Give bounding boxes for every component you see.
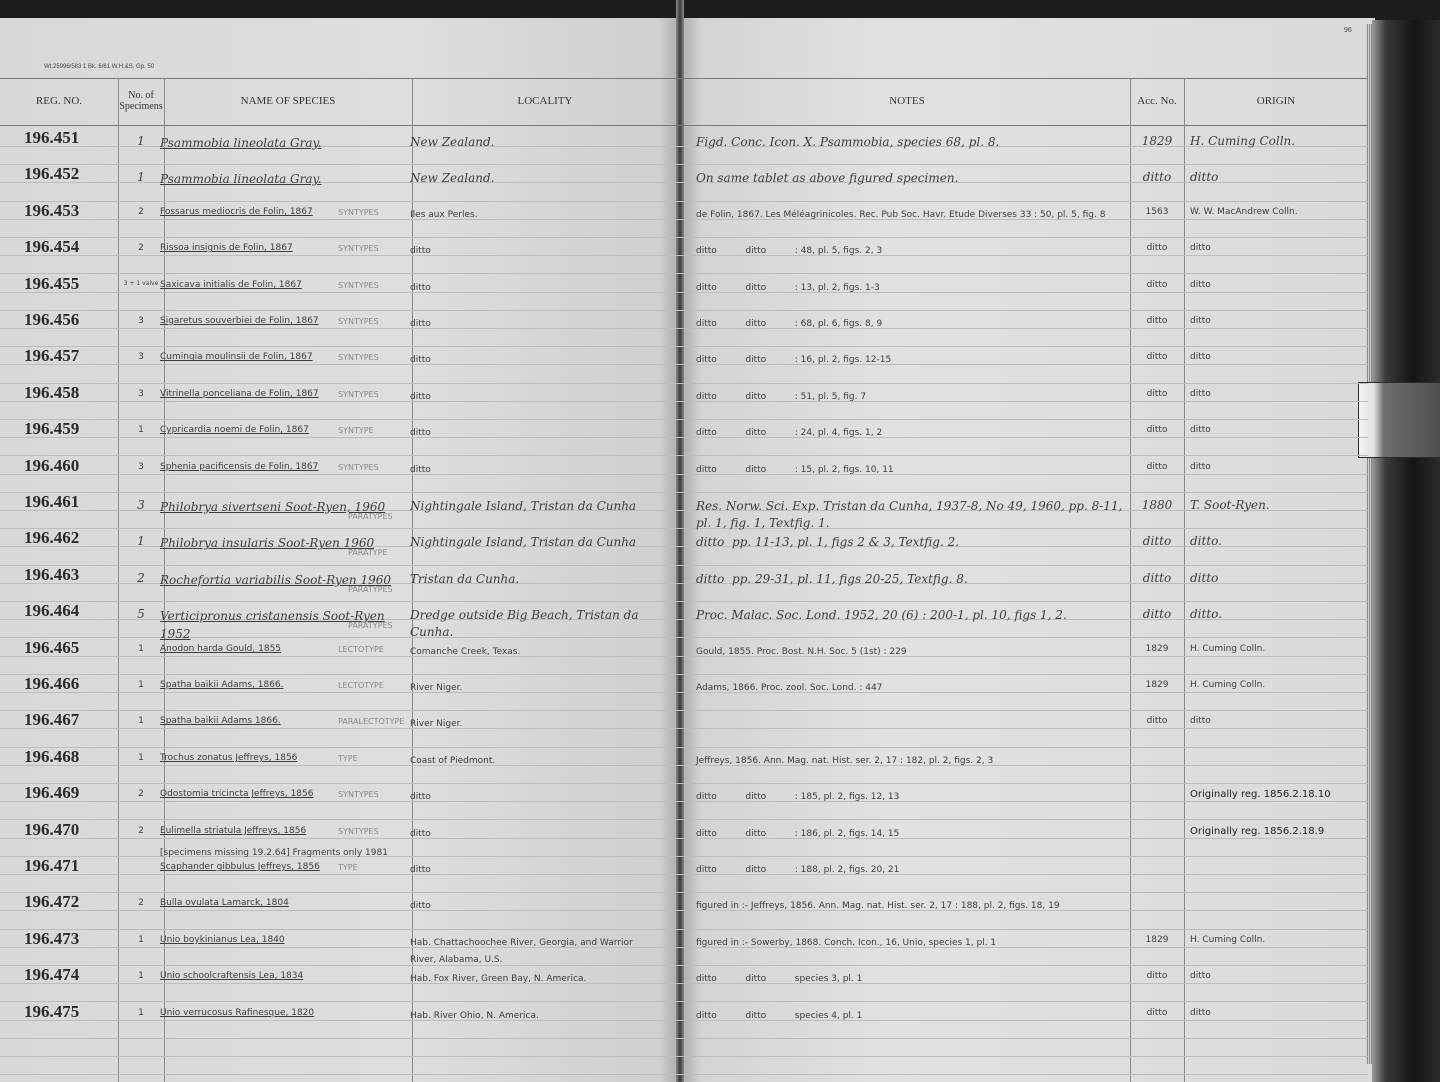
type-status: PARATYPE [348,548,388,558]
acc-number: ditto [1146,388,1168,399]
type-status: PARATYPES [348,584,393,594]
type-status: SYNTYPE [338,426,374,436]
type-status: TYPE [338,863,358,872]
reg-number: 196.459 [24,419,80,439]
ruled-line [0,437,1368,438]
book-cover-edge [1372,20,1440,1082]
ruled-line [0,728,1368,729]
specimen-count: 1 [137,170,145,185]
species-name: Saxicava initialis de Folin, 1867 [160,279,302,290]
species-name: Spatha baikii Adams 1866. [160,716,281,727]
species-name: Unio schoolcraftensis Lea, 1834 [160,971,304,982]
locality: Hab. Chattachoochee River, Georgia, and Warrior River, Alabama, U.S. [410,937,633,965]
ruled-line [0,528,1368,529]
locality: Nightingale Island, Tristan da Cunha [410,535,637,550]
type-status: LECTOTYPE [338,644,384,654]
specimen-note: [specimens missing 19.2.64] Fragments only 1981 [160,848,388,858]
type-status: PARATYPES [348,621,393,631]
ruled-line [0,783,1368,784]
locality: ditto [410,792,431,803]
reg-number: 196.469 [24,783,80,803]
locality: Nightingale Island, Tristan da Cunha [410,499,637,513]
ruled-line [0,838,1368,839]
ruled-line [0,292,1368,293]
column-divider [1130,78,1131,1082]
acc-number: ditto [1146,279,1168,290]
acc-number: ditto [1142,534,1172,549]
ruled-line [0,965,1368,966]
locality: New Zealand. [410,171,495,186]
notes: figured in :- Jeffreys, 1856. Ann. Mag. nat. Hist. ser. 2, 17 : 188, pl. 2, figs. 18, 19 [696,901,1060,912]
reg-number: 196.453 [24,200,80,220]
reg-number: 196.456 [24,310,80,329]
header-acc-no: Acc. No. [1137,94,1177,107]
ruled-line [0,819,1368,820]
header-locality: LOCALITY [517,94,573,107]
origin: ditto [1190,716,1211,727]
species-name: Cumingia moulinsii de Folin, 1867 [160,352,313,363]
locality: ditto [410,901,431,912]
notes: ditto ditto : 188, pl. 2, figs. 20, 21 [696,865,900,875]
species-name: Rissoa insignis de Folin, 1867 [160,243,293,254]
reg-number: 196.452 [24,164,80,184]
printer-mark: Wt.25996/583 1 Bk. 6/61 W.H.&S. Gp. 50 [44,64,155,70]
notes: ditto pp. 29-31, pl. 11, figs 20-25, Textfig. 8. [696,571,968,586]
origin: ditto [1190,279,1211,290]
species-name: Anodon harda Gould, 1855 [160,643,282,654]
reg-number: 196.470 [24,819,80,839]
ruled-line [0,255,1368,256]
specimen-count: 2 [138,825,144,836]
notes: Gould, 1855. Proc. Bost. N.H. Soc. 5 (1st) : 229 [696,646,907,657]
locality: Hab. Fox River, Green Bay, N. America. [410,974,587,985]
ruled-line [0,219,1368,220]
header-notes: NOTES [889,94,925,107]
species-name: Scaphander gibbulus Jeffreys, 1856 [160,862,320,872]
reg-number: 196.471 [24,856,80,875]
specimen-count: 1 [138,1007,144,1018]
reg-number: 196.474 [24,965,80,985]
reg-number: 196.455 [24,273,80,293]
specimen-count: 1 [138,643,144,654]
type-status: SYNTYPES [338,244,379,254]
locality: Coast of Piedmont. [410,755,496,766]
species-name: Philobrya sivertseni Soot-Ryen, 1960 [160,500,386,514]
acc-number: 1880 [1141,498,1173,512]
specimen-count: 3 [138,316,144,326]
header-reg-no: REG. NO. [35,94,83,107]
ruled-line [0,910,1368,911]
ruled-line [0,765,1368,766]
species-name: Fossarus mediocris de Folin, 1867 [160,206,313,217]
specimen-count: 2 [138,789,144,800]
ruled-line [0,364,1368,365]
ruled-line [0,419,1368,420]
specimen-count: 1 [137,534,145,549]
locality: Dredge outside Big Beach, Tristan da Cunha. [410,608,639,640]
ruled-line [0,383,1368,384]
specimen-count: 1 [138,716,144,727]
acc-number: ditto [1146,971,1168,982]
locality: River Niger. [410,719,463,730]
acc-number: ditto [1146,316,1168,326]
notes: ditto ditto : 24, pl. 4, figs. 1, 2 [696,428,883,439]
type-status: TYPE [338,753,358,763]
type-status: SYNTYPES [338,389,379,399]
type-status: PARALECTOTYPE [338,717,405,727]
origin: ditto [1190,461,1211,472]
type-status: SYNTYPES [338,207,379,217]
origin: ditto [1190,316,1211,326]
species-name: Rochefortia variabilis Soot-Ryen 1960 [160,572,392,587]
header-species: NAME OF SPECIES [240,94,336,107]
ruled-line [0,801,1368,802]
notes: ditto ditto : 13, pl. 2, figs. 1-3 [696,282,880,293]
locality: Tristan da Cunha. [410,571,520,586]
reg-number: 196.451 [24,128,80,147]
locality: ditto [410,828,431,839]
acc-number: 1829 [1145,680,1169,690]
ruled-line [0,565,1368,566]
book-gutter [676,0,684,1082]
ruled-line [0,929,1368,930]
ruled-line [0,1074,1368,1075]
notes: ditto ditto : 186, pl. 2, figs. 14, 15 [696,828,900,839]
ruled-line [0,601,1368,602]
origin: H. Cuming Colln. [1190,643,1266,654]
notes: ditto ditto : 15, pl. 2, figs. 10, 11 [696,464,894,475]
notes: de Folin, 1867. Les Méléagrinicoles. Rec. Pub Soc. Havr. Etude Diverses 33 : 50, pl. 5, fig. 8 [696,209,1106,220]
notes: On same tablet as above figured specimen. [696,171,959,186]
reg-number: 196.475 [24,1001,80,1021]
specimen-count: 3 [138,461,144,472]
specimen-count: 3 + 1 valve [123,279,159,287]
type-status: SYNTYPES [338,826,379,836]
species-name: Philobrya insularis Soot-Ryen 1960 [160,536,375,551]
species-name: Vitrinella ponceliana de Folin, 1867 [160,388,319,399]
specimen-count: 3 [138,388,144,399]
species-name: Sphenia pacificensis de Folin, 1867 [160,461,319,472]
species-name: Unio boykinianus Lea, 1840 [160,934,285,945]
type-status: SYNTYPES [338,280,379,290]
specimen-count: 2 [138,206,144,217]
notes: ditto ditto species 3, pl. 1 [696,974,863,985]
notes: ditto ditto : 16, pl. 2, figs. 12-15 [696,355,892,366]
notes: ditto ditto species 4, pl. 1 [696,1010,863,1021]
origin: H. Cuming Colln. [1190,934,1266,945]
acc-number: ditto [1142,607,1172,622]
reg-number: 196.458 [24,382,80,402]
origin: ditto [1190,352,1211,363]
type-status: SYNTYPES [338,462,379,472]
species-name: Psammobia lineolata Gray. [160,136,322,150]
ruled-line [0,310,1368,311]
ruled-line [0,1001,1368,1002]
reg-number: 196.461 [24,492,80,511]
origin: ditto [1190,425,1211,436]
reg-number: 196.462 [24,528,80,548]
acc-number: 1829 [1145,934,1169,945]
locality: Comanche Creek, Texas. [410,646,521,657]
notes: Proc. Malac. Soc. Lond. 1952, 20 (6) : 200-1, pl. 10, figs 1, 2. [696,608,1067,623]
ruled-line [0,674,1368,675]
page-number: 96 [1344,27,1352,34]
type-status: LECTOTYPE [338,681,384,690]
acc-number: ditto [1146,425,1168,436]
locality: ditto [410,865,431,875]
origin: ditto. [1190,607,1222,622]
locality: ditto [410,355,431,366]
reg-number: 196.464 [24,601,80,621]
notes: ditto ditto : 51, pl. 5, fig. 7 [696,391,867,402]
species-name: Trochus zonatus Jeffreys, 1856 [160,752,298,763]
origin: Originally reg. 1856.2.18.9 [1190,825,1325,837]
notes: ditto ditto : 185, pl. 2, figs. 12, 13 [696,792,900,803]
locality: Hab. River Ohio, N. America. [410,1010,539,1021]
specimen-count: 3 [137,498,145,512]
ruled-line [0,346,1368,347]
locality: ditto [410,428,431,439]
type-status: SYNTYPES [338,353,379,363]
ruled-line [0,747,1368,748]
locality: ditto [410,391,431,402]
specimen-count: 2 [138,898,144,909]
specimen-count: 3 [138,352,144,363]
notes: Adams, 1866. Proc. zool. Soc. Lond. : 447 [696,683,883,693]
reg-number: 196.472 [24,892,80,912]
specimen-count: 2 [138,243,144,254]
ruled-line [0,492,1368,493]
ruled-line [0,1020,1368,1021]
acc-number: 1829 [1145,643,1169,654]
specimen-count: 1 [137,134,145,148]
species-name: Eulimella striatula Jeffreys, 1856 [160,825,307,836]
column-divider [1184,78,1185,1082]
species-name: Odostomia tricincta Jeffreys, 1856 [160,789,314,800]
reg-number: 196.463 [24,564,80,584]
locality: ditto [410,246,431,257]
locality: ditto [410,464,431,475]
origin: T. Soot-Ryen. [1190,498,1270,512]
specimen-count: 5 [137,607,145,622]
species-name: Bulla ovulata Lamarck, 1804 [160,898,289,909]
species-name: Unio verrucosus Rafinesque, 1820 [160,1007,315,1018]
ruled-line [0,947,1368,948]
origin: H. Cuming Colln. [1190,680,1266,690]
ruled-line [0,201,1368,202]
ruled-line [0,1038,1368,1039]
type-status: SYNTYPES [338,317,379,326]
origin: H. Cuming Colln. [1190,134,1296,148]
locality: Iles aux Perles. [410,209,478,220]
notes: figured in :- Sowerby, 1868. Conch. Icon., 16, Unio, species 1, pl. 1 [696,937,997,948]
ruled-line [0,710,1368,711]
ruled-line [0,164,1368,165]
specimen-count: 1 [138,680,144,690]
notes: Jeffreys, 1856. Ann. Mag. nat. Hist. ser. 2, 17 : 182, pl. 2, figs. 2, 3 [696,755,994,766]
specimen-count: 1 [138,934,144,945]
locality: New Zealand. [410,135,495,149]
species-name: Spatha baikii Adams, 1866. [160,680,284,690]
acc-number: ditto [1146,352,1168,363]
reg-number: 196.473 [24,928,80,948]
origin: ditto [1190,1007,1211,1018]
notes: ditto ditto : 48, pl. 5, figs. 2, 3 [696,246,883,257]
origin: ditto. [1190,534,1222,549]
acc-number: 1829 [1141,134,1173,148]
reg-number: 196.466 [24,674,80,693]
ruled-line [0,237,1368,238]
type-status: SYNTYPES [338,790,379,800]
ruled-line [0,401,1368,402]
ruled-line [0,656,1368,657]
acc-number: ditto [1146,716,1168,727]
type-status: PARATYPES [348,512,393,521]
locality: ditto [410,282,431,293]
acc-number: ditto [1146,461,1168,472]
ruled-line [0,692,1368,693]
reg-number: 196.460 [24,455,80,475]
ruled-line [0,892,1368,893]
ruled-line [0,273,1368,274]
species-name: Verticipronus cristanensis Soot-Ryen 1952 [160,609,385,642]
header-specimens: No. of Specimens [119,90,163,112]
ruled-line [0,983,1368,984]
notes: Res. Norw. Sci. Exp. Tristan da Cunha, 1937-8, No 49, 1960, pp. 8-11, pl. 1, fig. 1, Textfig. 1. [696,499,1127,530]
reg-number: 196.465 [24,637,80,657]
origin: ditto [1190,570,1219,585]
species-name: Psammobia lineolata Gray. [160,172,322,187]
bookmark-clip[interactable] [1358,382,1440,458]
origin: W. W. MacAndrew Colln. [1190,206,1298,217]
locality: ditto [410,319,431,329]
reg-number: 196.457 [24,346,80,366]
ruled-line [0,1056,1368,1057]
header-origin: ORIGIN [1256,94,1296,107]
acc-number: ditto [1142,170,1172,185]
specimen-count: 1 [138,971,144,982]
ruled-line [0,874,1368,875]
species-name: Cypricardia noemi de Folin, 1867 [160,425,309,436]
notes: ditto ditto : 68, pl. 6, figs. 8, 9 [696,319,883,329]
ruled-line [0,474,1368,475]
ruled-line [0,455,1368,456]
specimen-count: 1 [138,752,144,763]
ruled-line [0,328,1368,329]
origin: ditto [1190,971,1211,982]
origin: ditto [1190,388,1211,399]
specimen-count: 2 [137,570,145,585]
notes: Figd. Conc. Icon. X. Psammobia, species 68, pl. 8. [696,135,1000,149]
notes: ditto pp. 11-13, pl. 1, figs 2 & 3, Textfig. 2. [696,535,960,550]
reg-number: 196.468 [24,746,80,766]
reg-number: 196.454 [24,237,80,257]
specimen-count: 1 [138,425,144,436]
acc-number: 1563 [1145,206,1169,217]
acc-number: ditto [1142,570,1172,585]
locality: River Niger. [410,683,463,693]
origin: ditto [1190,170,1219,185]
origin: Originally reg. 1856.2.18.10 [1190,789,1331,801]
origin: ditto [1190,243,1211,254]
acc-number: ditto [1146,243,1168,254]
acc-number: ditto [1146,1007,1168,1018]
reg-number: 196.467 [24,710,80,730]
species-name: Sigaretus souverbiei de Folin, 1867 [160,316,319,326]
